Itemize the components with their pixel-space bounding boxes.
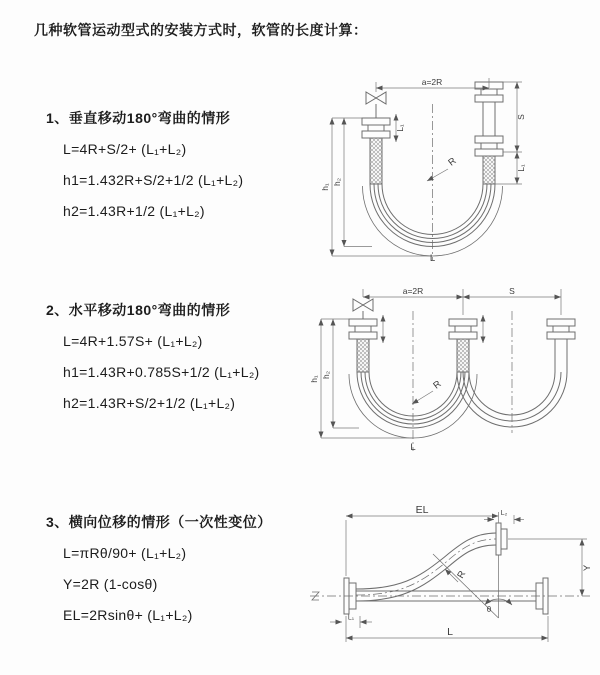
- radius-label: R: [446, 155, 459, 169]
- hose-drawing: [310, 523, 590, 618]
- formula-h2: h2=1.43R+1/2 (L₁+L₂): [63, 203, 205, 219]
- dim-label-s: S: [509, 286, 515, 296]
- hose-drawing: [362, 82, 503, 260]
- right-end-fitting: [547, 319, 575, 372]
- diagram-lateral-displacement: [298, 502, 600, 650]
- dim-label-a2r: a=2R: [402, 286, 424, 296]
- dim-label-l2: L₂: [500, 510, 508, 517]
- section-2-heading: 2、水平移动180°弯曲的情形: [46, 302, 231, 318]
- dim-label-l1-right: L₁: [516, 164, 526, 172]
- dim-label-el: EL: [415, 504, 429, 516]
- section-1-heading: 1、垂直移动180°弯曲的情形: [46, 110, 231, 126]
- page-title: 几种软管运动型式的安装方式时，软管的长度计算：: [34, 22, 368, 38]
- dim-label-y: Y: [582, 564, 593, 572]
- left-end-fitting: [362, 118, 390, 184]
- section-vertical-180: [46, 108, 321, 221]
- angle-label: θ: [486, 605, 492, 614]
- valve-icon: [366, 92, 386, 104]
- dim-label-h1: h₁: [309, 375, 319, 383]
- radius-label: R: [455, 569, 469, 581]
- formula-h1: h1=1.432R+S/2+1/2 (L₁+L₂): [63, 172, 244, 188]
- formula-l: L=4R+1.57S+ (L₁+L₂): [63, 333, 203, 349]
- valve-icon: [353, 299, 373, 311]
- upper-flange: [496, 523, 507, 555]
- section-lateral-displacement: [46, 512, 321, 625]
- section-horizontal-180: [46, 300, 321, 413]
- dim-label-l1: L₁: [347, 614, 355, 622]
- length-label: L: [429, 253, 436, 262]
- formula-h2: h2=1.43R+S/2+1/2 (L₁+L₂): [63, 395, 236, 411]
- section-3-heading: 3、横向位移的情形（一次性变位）: [46, 514, 272, 530]
- dim-label-s: S: [516, 114, 526, 120]
- length-label: L: [410, 442, 416, 453]
- formula-el: EL=2Rsinθ+ (L₁+L₂): [63, 607, 193, 623]
- diagram-vertical-180-bend: [312, 74, 597, 262]
- right-end-fitting: [475, 82, 503, 184]
- length-label: L: [447, 626, 453, 638]
- formula-h1: h1=1.43R+0.785S+1/2 (L₁+L₂): [63, 364, 260, 380]
- middle-end-fitting: [449, 319, 477, 372]
- dim-label-a2r: a=2R: [421, 77, 443, 87]
- formula-l: L=πRθ/90+ (L₁+L₂): [63, 545, 187, 561]
- dim-label-h2: h₂: [321, 370, 331, 380]
- dim-label-l1-left: L₁: [395, 124, 405, 132]
- dim-label-h1: h₁: [320, 183, 330, 191]
- left-end-fitting: [349, 319, 377, 372]
- construction-lines: [433, 554, 512, 618]
- radius-label: R: [431, 378, 444, 392]
- diagram-horizontal-180-bend: [303, 283, 600, 455]
- formula-y: Y=2R (1-cosθ): [63, 576, 158, 592]
- formula-l: L=4R+S/2+ (L₁+L₂): [63, 141, 187, 157]
- dim-label-h2: h₂: [332, 177, 342, 187]
